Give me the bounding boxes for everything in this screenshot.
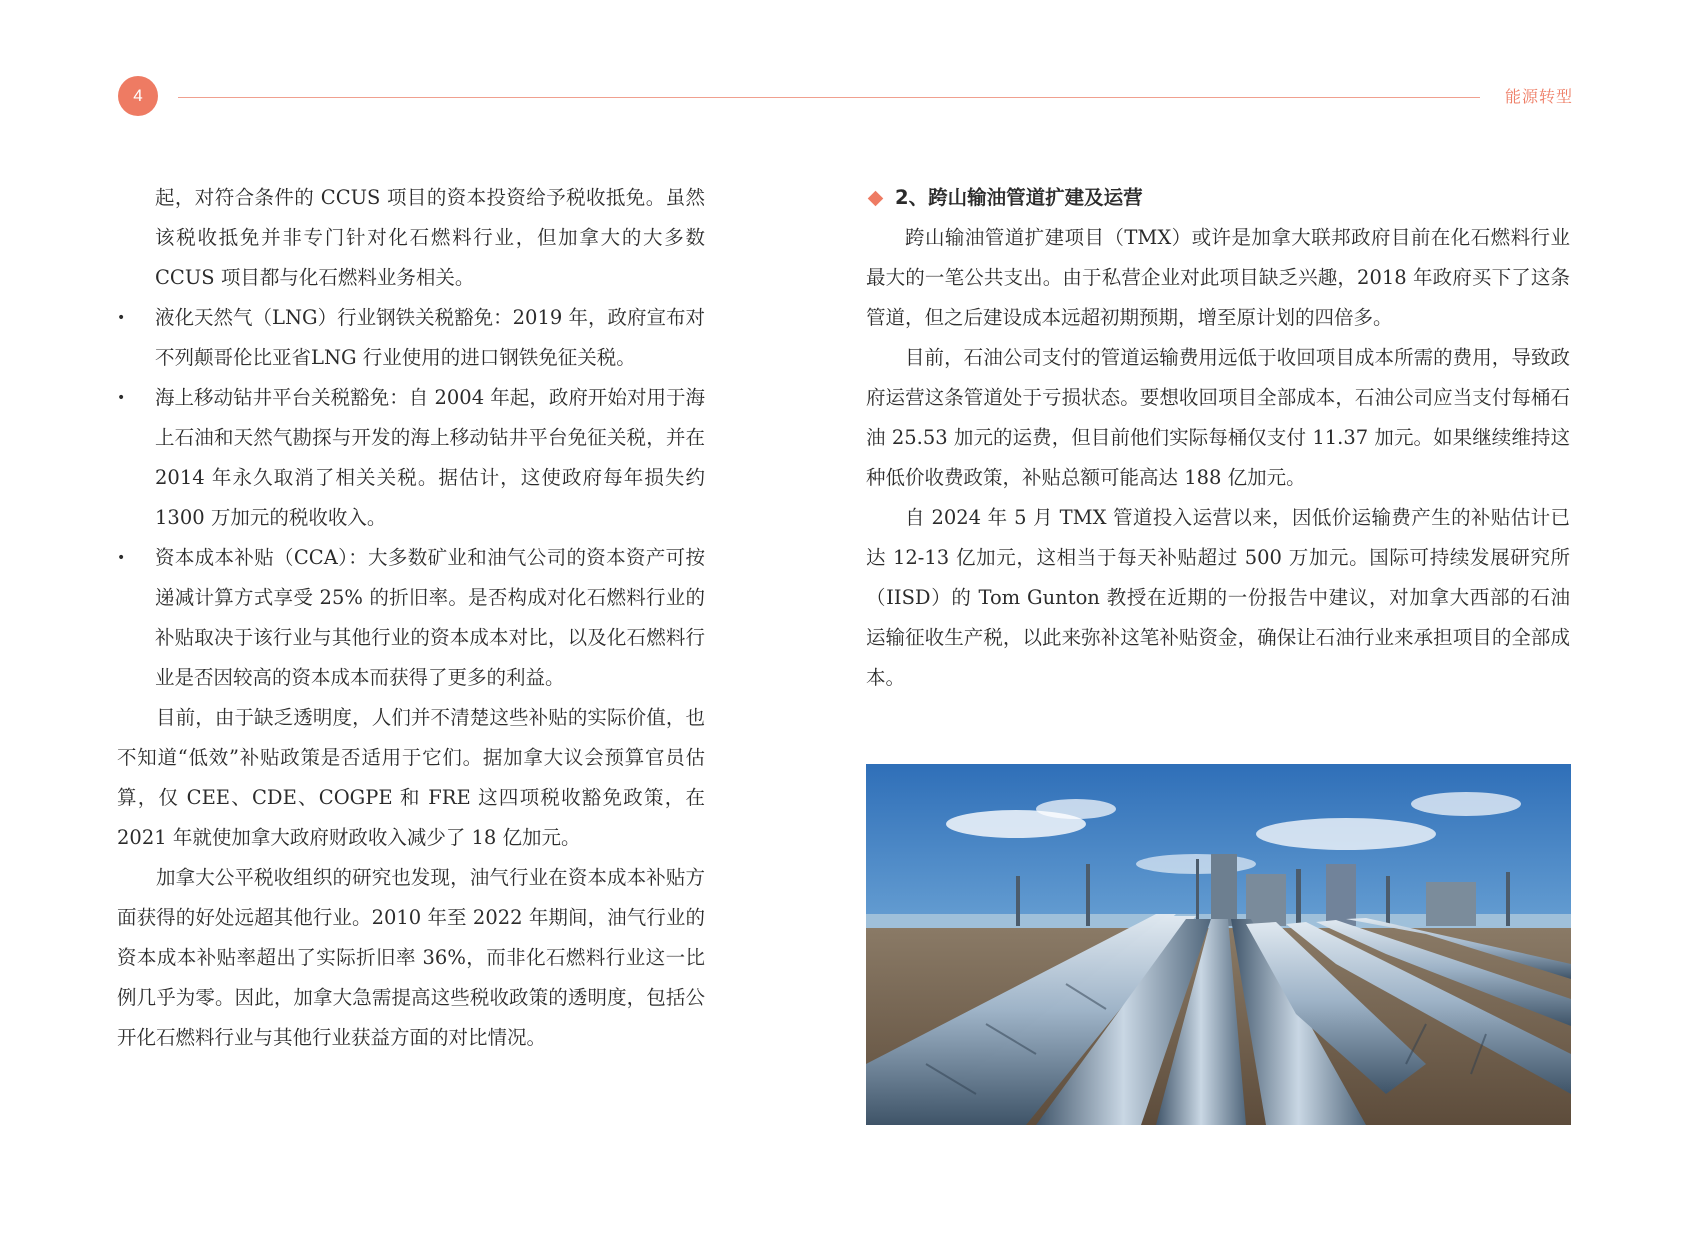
bullet-item-lng xyxy=(117,298,705,378)
bullet-dot: • xyxy=(117,310,126,326)
pipeline-illustration xyxy=(866,764,1571,1125)
diamond-icon xyxy=(868,190,884,206)
header-section-title: 能源转型 xyxy=(1504,87,1573,106)
bullet-item-cca xyxy=(117,538,705,698)
body-paragraph: 目前，由于缺乏透明度，人们并不清楚这些补贴的实际价值，也不知道“低效”补贴政策是否适用于它们。据加拿大议会预算官员估算，仅 CEE、CDE、COGPE 和 FRE 这四项税收豁免政策，在 2021 年就使加拿大政府财政收入减少了 18 亿加元。 xyxy=(117,706,705,849)
right-column xyxy=(866,178,1570,698)
bullet-text: 海上移动钻井平台关税豁免：自 2004 年起，政府开始对用于海上石油和天然气勘探与开发的海上移动钻井平台免征关税，并在 2014 年永久取消了相关关税。据估计，这使政府每年损失约 1300 万加元的税收收入。 xyxy=(155,386,705,529)
body-paragraph: 目前，石油公司支付的管道运输费用远低于收回项目成本所需的费用，导致政府运营这条管道处于亏损状态。要想收回项目全部成本，石油公司应当支付每桶石油 25.53 加元的运费，但目前他们实际每桶仅支付 11.37 加元。如果继续维持这种低价收费政策，补贴总额可能高达 188 亿加元。 xyxy=(866,346,1570,489)
section-heading-text: 2、跨山输油管道扩建及运营 xyxy=(895,186,1143,209)
continued-paragraph: 起，对符合条件的 CCUS 项目的资本投资给予税收抵免。虽然该税收抵免并非专门针对化石燃料行业，但加拿大的大多数 CCUS 项目都与化石燃料业务相关。 xyxy=(155,186,705,289)
bullet-dot: • xyxy=(117,390,126,406)
bullet-text: 资本成本补贴（CCA）：大多数矿业和油气公司的资本资产可按递减计算方式享受 25% 的折旧率。是否构成对化石燃料行业的补贴取决于该行业与其他行业的资本成本对比，以及化石燃料行业是否因较高的资本成本而获得了更多的利益。 xyxy=(155,546,705,689)
pipeline-photo xyxy=(866,764,1571,1125)
section-heading xyxy=(866,178,1570,218)
bullet-dot: • xyxy=(117,550,126,566)
body-paragraph: 跨山输油管道扩建项目（TMX）或许是加拿大联邦政府目前在化石燃料行业最大的一笔公共支出。由于私营企业对此项目缺乏兴趣，2018 年政府买下了这条管道，但之后建设成本远超初期预期，增至原计划的四倍多。 xyxy=(866,226,1570,329)
bullet-text: 液化天然气（LNG）行业钢铁关税豁免：2019 年，政府宣布对不列颠哥伦比亚省LNG 行业使用的进口钢铁免征关税。 xyxy=(155,306,705,369)
page-number-badge: 4 xyxy=(118,76,158,116)
bullet-item-drilling xyxy=(117,378,705,538)
body-paragraph: 加拿大公平税收组织的研究也发现，油气行业在资本成本补贴方面获得的好处远超其他行业。2010 年至 2022 年期间，油气行业的资本成本补贴率超出了实际折旧率 36%，而非化石燃料行业这一比例几乎为零。因此，加拿大急需提高这些税收政策的透明度，包括公开化石燃料行业与其他行业获益方面的对比情况。 xyxy=(117,866,705,1049)
header-rule xyxy=(178,97,1480,98)
left-column xyxy=(117,178,705,1058)
body-paragraph: 自 2024 年 5 月 TMX 管道投入运营以来，因低价运输费产生的补贴估计已达 12-13 亿加元，这相当于每天补贴超过 500 万加元。国际可持续发展研究所（IISD）的 Tom Gunton 教授在近期的一份报告中建议，对加拿大西部的石油运输征收生产税，以此来弥补这笔补贴资金，确保让石油行业来承担项目的全部成本。 xyxy=(866,506,1570,689)
